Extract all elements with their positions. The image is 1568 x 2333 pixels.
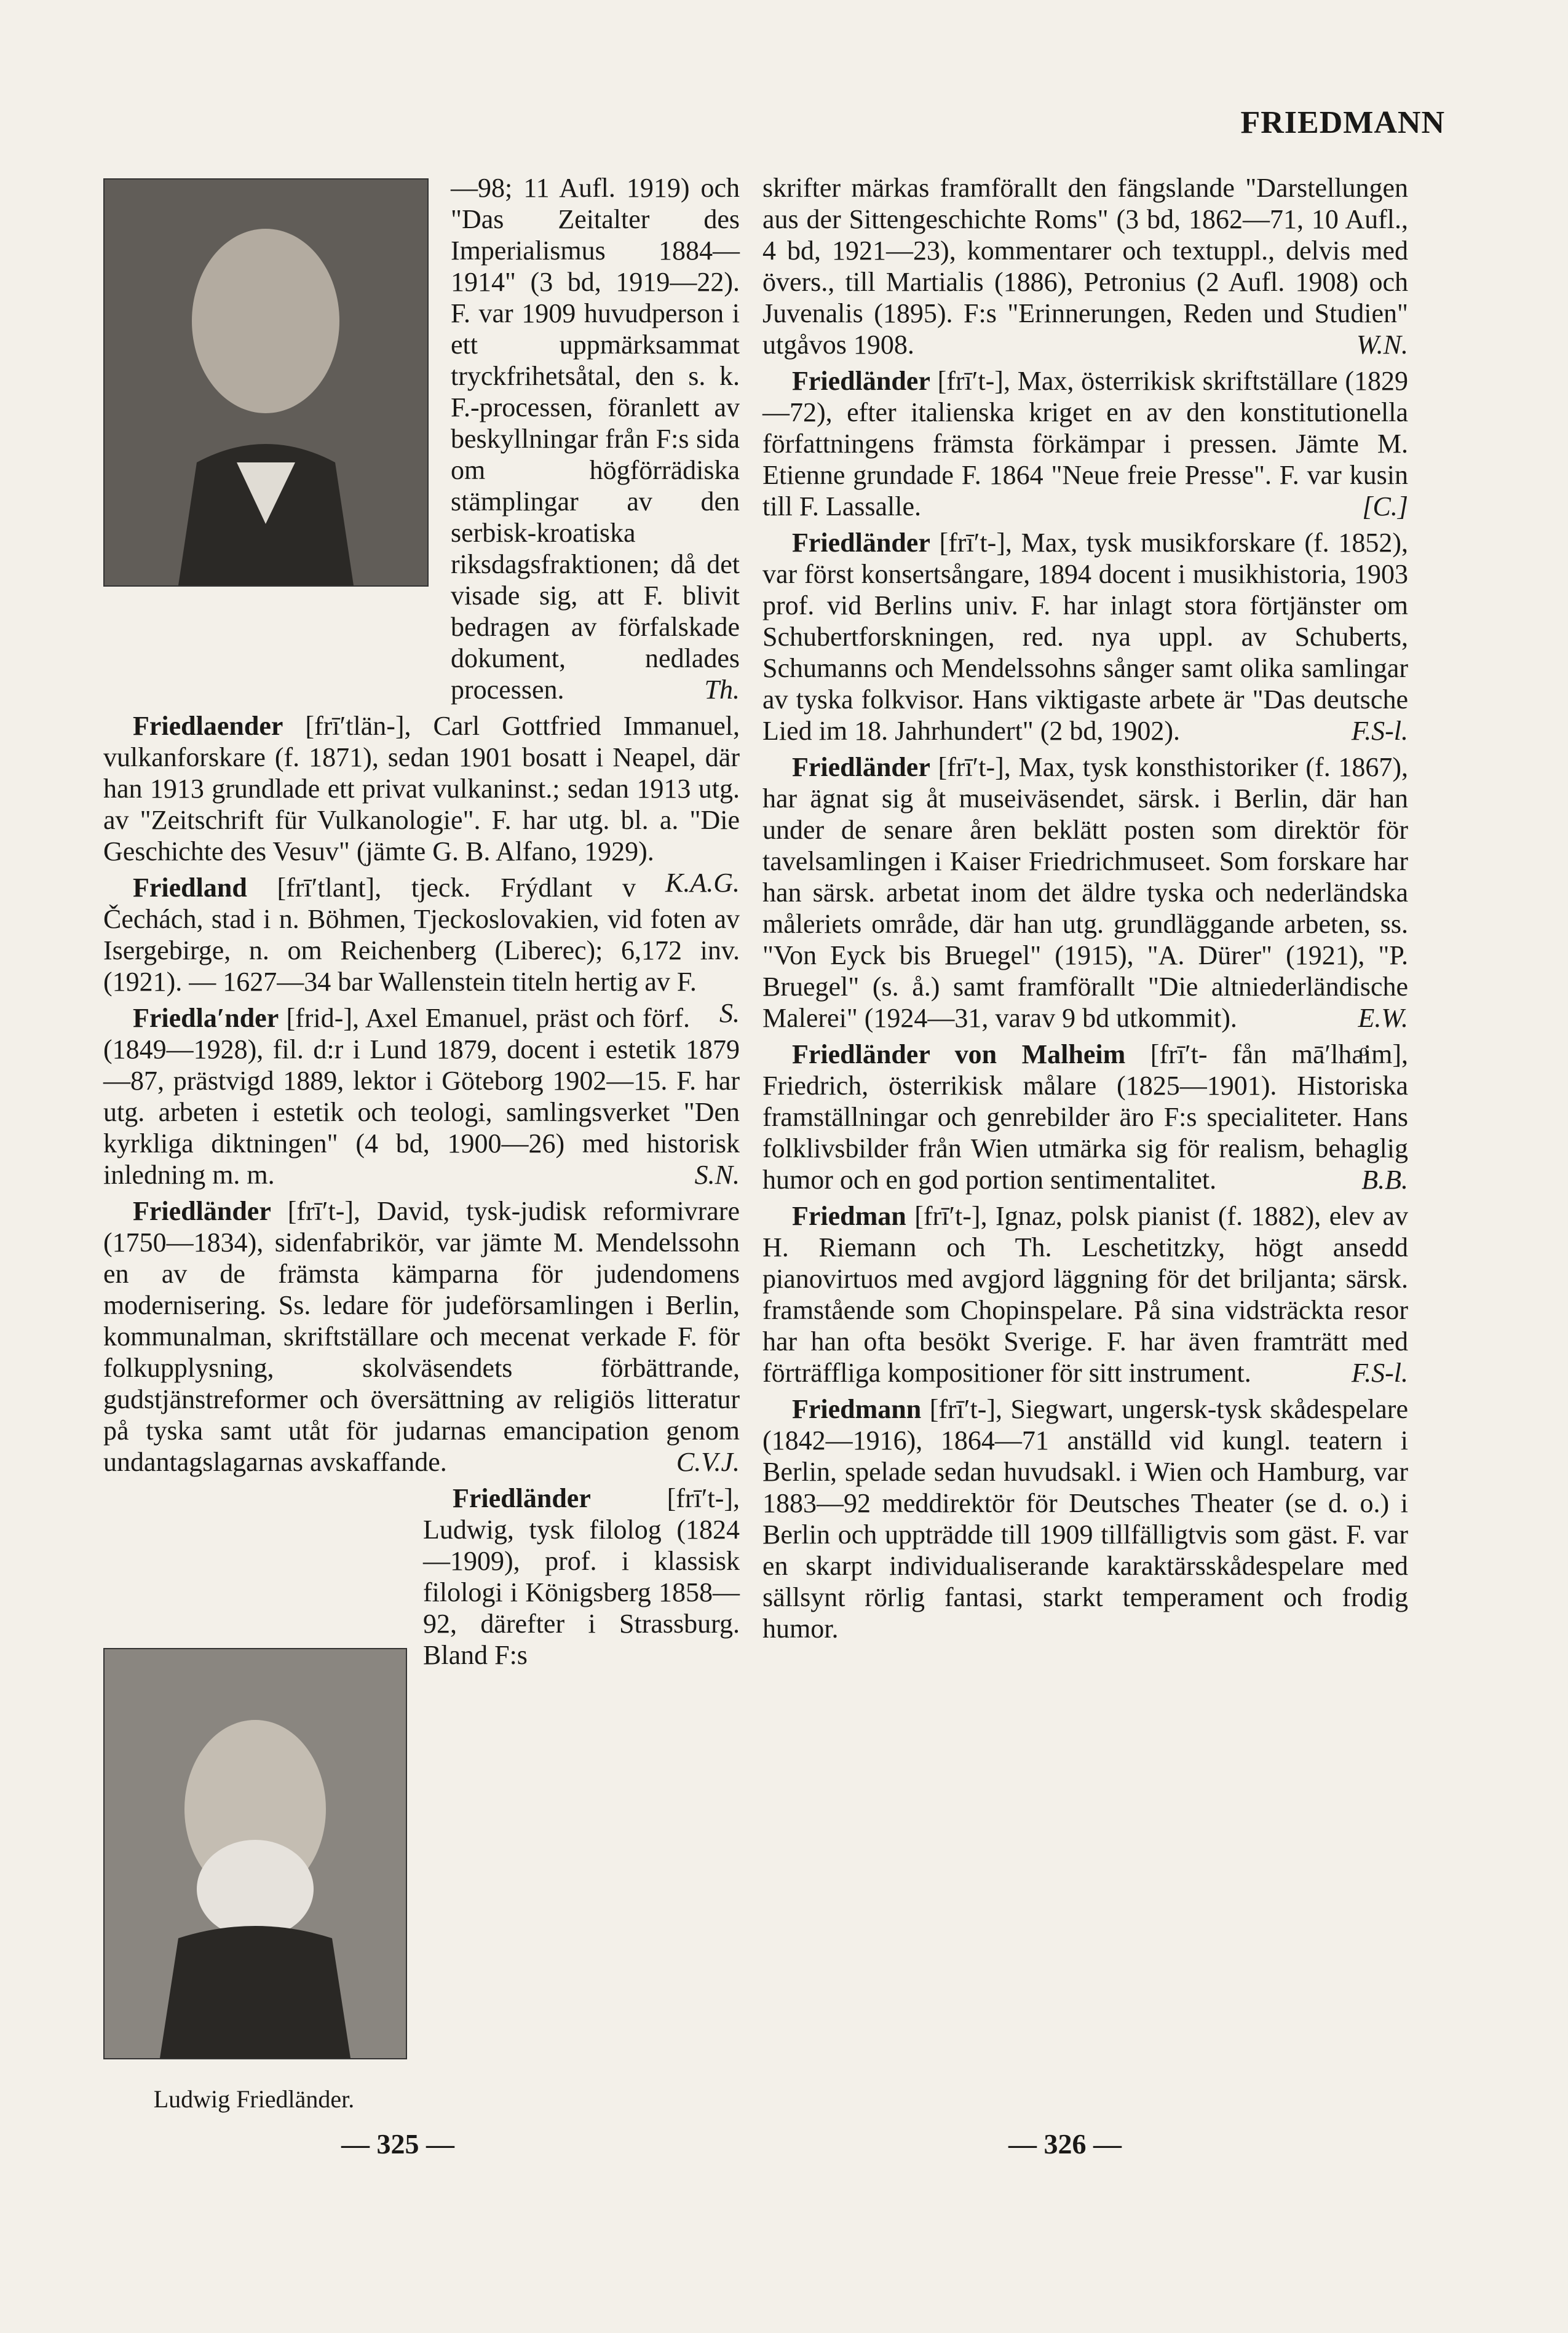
article-headword: Friedmann: [792, 1394, 922, 1424]
article-text: [frīʹt- fån māʹlhaͦim], Friedrich, österrikisk målare (1825—1901). Historiska framställningar och genrebilder äro F:s specialiteter. Hans folklivsbilder från Wien utmärka sig för realism, behaglig humor och en god portion sentimentalitet.: [762, 1039, 1408, 1195]
author-signature: S.: [719, 998, 740, 1028]
article-entry: [423, 1483, 740, 1671]
page-number-left: — 325 —: [341, 2128, 454, 2160]
article-text: —98; 11 Aufl. 1919) och "Das Zeitalter des Imperialismus 1884—1914" (3 bd, 1919—22). F. var 1909 huvudperson i ett uppmärksammat tryckfrihetsåtal, den s. k. F.-processen, föranlett av beskyllningar från F:s sida om högförrädiska stämplingar av den serbisk-kroatiska riksdagsfraktionen; då det visade sig, att F. blivit bedragen av förfalskade dokument, nedlades processen.: [451, 173, 740, 705]
author-signature: B.B.: [1361, 1165, 1408, 1195]
author-signature: K.A.G.: [665, 868, 740, 898]
article-continuation: [762, 172, 1408, 360]
article-entry: [103, 1002, 740, 1190]
article-headword: Friedland: [133, 873, 247, 903]
author-signature: [C.]: [1362, 491, 1408, 521]
article-headword: Friedländer: [792, 752, 930, 782]
article-headword: Friedlaender: [133, 711, 283, 741]
author-signature: F.S-l.: [1351, 1358, 1408, 1388]
article-text: [frīʹt-], Max, tysk musikforskare (f. 1852), var först konsertsångare, 1894 docent i musikhistoria, 1903 prof. vid Berlins univ. F. har inlagt stora förtjänster om Schubertforskningen, red. nya uppl. av Schuberts, Schumanns och Mendelssohns sånger samt olika samlingar av tyska folkvisor. Hans viktigaste arbete är "Das deutsche Lied im 18. Jahrhundert" (2 bd, 1902).: [762, 528, 1408, 746]
page-number-right: — 326 —: [1008, 2128, 1122, 2160]
article-continuation: [451, 172, 740, 705]
article-headword: Friedman: [792, 1201, 906, 1231]
photo-caption: Ludwig Friedländer.: [153, 2085, 355, 2113]
article-text: [frīʹt-], Ludwig, tysk filolog (1824—1909), prof. i klassisk filologi i Königsberg 1858—92, därefter i Strassburg. Bland F:s: [423, 1483, 740, 1670]
article-entry: [103, 1195, 740, 1478]
author-signature: F.S-l.: [1351, 716, 1408, 746]
article-text: [frīʹtlän-], Carl Gottfried Immanuel, vulkanforskare (f. 1871), sedan 1901 bosatt i Neapel, där han 1913 grundlade ett privat vulkaninst.; sedan 1913 utg. av "Zeitschrift für Vulkanologie". F. har utg. bl. a. "Die Geschichte des Vesuv" (jämte G. B. Alfano, 1929).: [103, 711, 740, 866]
left-column: [103, 172, 740, 1676]
article-text: [frīʹt-], Max, tysk konsthistoriker (f. 1867), har ägnat sig åt museiväsendet, särsk. i Berlin, där han under de senare åren beklätt posten som direktör för tavelsamlingen i Kaiser Friedrichmuseet. Som forskare har han särsk. arbetat inom det äldre tyska och nederländska måleriets område, där han utg. grundläggande arbeten, ss. "Von Eyck bis Bruegel" (1915), "A. Dürer" (1921), "P. Bruegel" (s. å.) samt framförallt "Die altniederländische Malerei" (1924—31, varav 9 bd utkommit).: [762, 752, 1408, 1033]
author-signature: C.V.J.: [676, 1447, 740, 1477]
article-text: [frid-], Axel Emanuel, präst och förf. (1849—1928), fil. d:r i Lund 1879, docent i estetik 1879—87, prästvigd 1889, lektor i Göteborg 1902—15. F. har utg. arbeten i estetik och teologi, samlingsverket "Den kyrkliga diktningen" (4 bd, 1900—26) med historisk inledning m. m.: [103, 1003, 740, 1190]
author-signature: W.N.: [1356, 330, 1408, 360]
portrait-photo-ludwig-friedlaender: [103, 1648, 407, 2059]
article-text: [frīʹt-], Max, österrikisk skriftställare (1829—72), efter italienska kriget en av den konstitutionella författningens främsta förkämpar i pressen. Jämte M. Etienne grundade F. 1864 "Neue freie Presse". F. var kusin till F. Lassalle.: [762, 366, 1408, 521]
article-entry: [762, 365, 1408, 522]
article-headword: Friedländer: [792, 366, 930, 396]
author-signature: Th.: [704, 675, 740, 705]
author-signature: S.N.: [694, 1160, 740, 1190]
article-entry: [762, 527, 1408, 747]
article-text: [frīʹtlant], tjeck. Frýdlant v Čechách, stad i n. Böhmen, Tjeckoslovakien, vid foten av Isergebirge, n. om Reichenberg (Liberec); 6,172 inv. (1921). — 1627—34 bar Wallenstein titeln hertig av F.: [103, 873, 740, 997]
article-headword: Friedländer von Malheim: [792, 1039, 1126, 1069]
article-text: [frīʹt-], Siegwart, ungersk-tysk skådespelare (1842—1916), 1864—71 anställd vid kungl. teatern i Berlin, spelade sedan huvudsakl. i Wien och Hamburg, var 1883—92 meddirektör för Deutsches Theater (se d. o.) i Berlin och uppträdde till 1909 tillfälligtvis som gäst. F. var en skarpt individualiserande karaktärsskådespelare med sällsynt rörlig fantasi, starkt temperament och frodig humor.: [762, 1394, 1408, 1644]
author-signature: E.W.: [1358, 1003, 1408, 1033]
article-text: [frīʹt-], Ignaz, polsk pianist (f. 1882), elev av H. Riemann och Th. Leschetitzky, högt ansedd pianovirtuos med avgjord läggning för det briljanta; särsk. framstående som Chopinspelare. På sina vidsträckta resor har han ofta besökt Sverige. F. har även framträtt med förträffliga kompositioner för sitt instrument.: [762, 1201, 1408, 1388]
portrait-image: [105, 1649, 406, 2058]
article-text: [frīʹt-], David, tysk-judisk reformivrare (1750—1834), sidenfabrikör, var jämte M. Mendelssohn en av de främsta kämparna för judendomens modernisering. Ss. ledare för judeförsamlingen i Berlin, kommunalman, skriftställare och mecenat verkade F. för folkupplysning, skolväsendets förbättrande, gudstjänstreformer och översättning av religiös litteratur på tyska samt utåt för judarnas emancipation genom undantagslagarnas avskaffande.: [103, 1196, 740, 1477]
article-text: skrifter märkas framförallt den fängslande "Darstellungen aus der Sittengeschichte Roms" (3 bd, 1862—71, 10 Aufl., 4 bd, 1921—23), kommentarer och textuppl., delvis med övers., till Martialis (1886), Petronius (2 Aufl. 1908) och Juvenalis (1895). F:s "Erinnerungen, Reden und Studien" utgåvos 1908.: [762, 173, 1408, 360]
article-entry: [762, 1393, 1408, 1644]
article-headword: Friedländer: [453, 1483, 591, 1513]
running-head: FRIEDMANN: [1240, 105, 1445, 140]
article-headword: Friedländer: [792, 528, 930, 558]
right-column: [762, 172, 1408, 1649]
article-entry: [762, 1039, 1408, 1195]
article-headword: Friedländer: [133, 1196, 271, 1226]
article-entry: [762, 1200, 1408, 1388]
article-headword: Friedlaʹnder: [133, 1003, 279, 1033]
article-entry: [762, 751, 1408, 1034]
